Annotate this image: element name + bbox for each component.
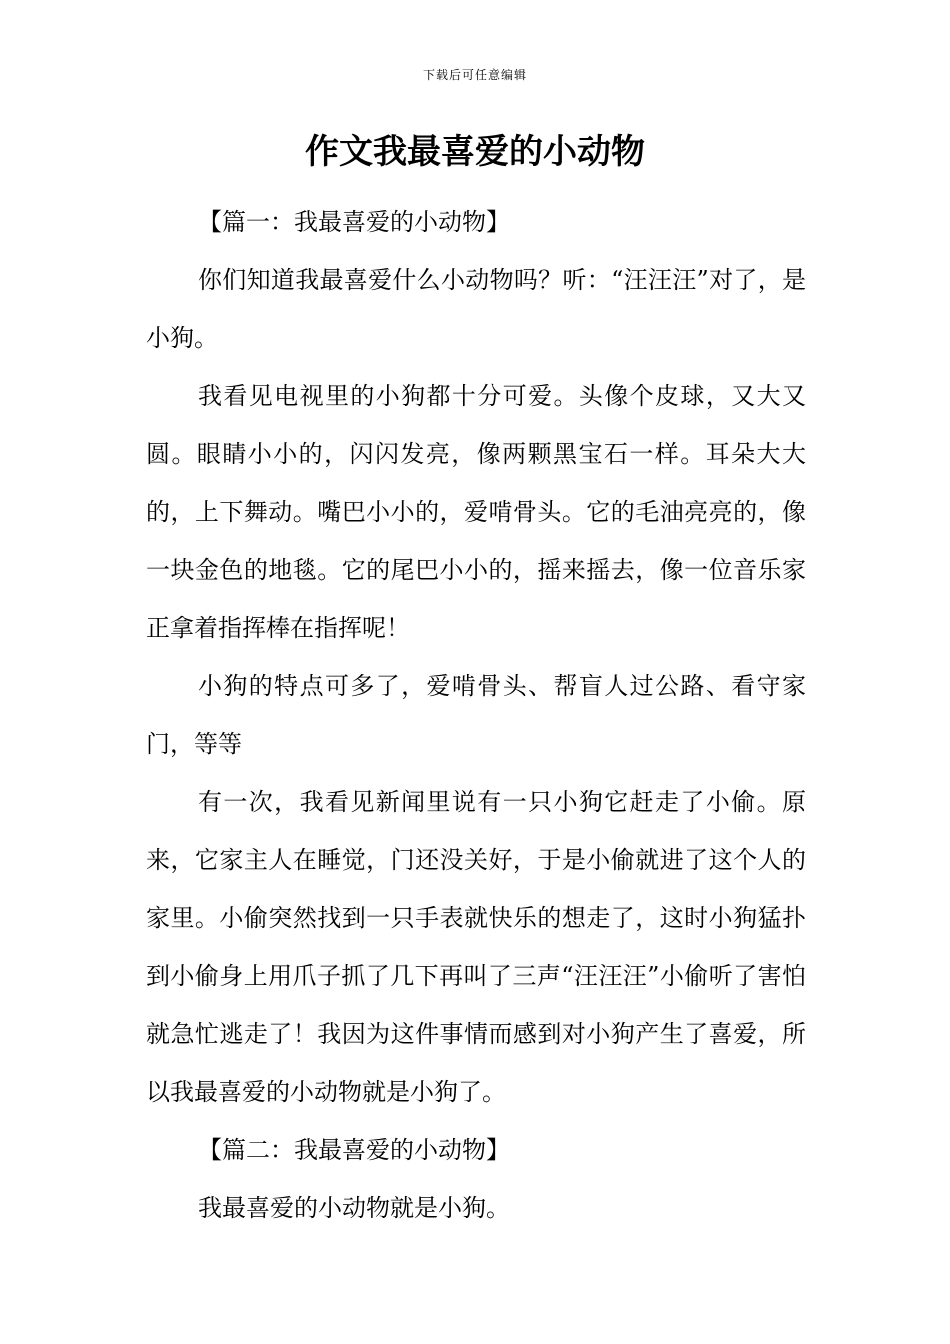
paragraph: 小狗的特点可多了，爱啃骨头、帮盲人过公路、看守家门，等等 (146, 672, 806, 758)
document-body (146, 193, 806, 1237)
section-heading-2: 【篇二：我最喜爱的小动物】 (198, 1136, 510, 1164)
paragraph: 有一次，我看见新闻里说有一只小狗它赶走了小偷。原来，它家主人在睡觉，门还没关好，于是小偷就进了这个人的家里。小偷突然找到一只手表就快乐的想走了，这时小狗猛扑到小偷身上用爪子抓了几下再叫了三声“汪汪汪”小偷听了害怕就急忙逃走了！我因为这件事情而感到对小狗产生了喜爱，所以我最喜爱的小动物就是小狗了。 (146, 788, 806, 1106)
paragraph: 我最喜爱的小动物就是小狗。 (198, 1194, 510, 1222)
paragraph: 你们知道我最喜爱什么小动物吗？听：“汪汪汪”对了，是小狗。 (146, 266, 806, 352)
document-title: 作文我最喜爱的小动物 (305, 132, 645, 172)
paragraph: 我看见电视里的小狗都十分可爱。头像个皮球，又大又圆。眼睛小小的，闪闪发亮，像两颗黑宝石一样。耳朵大大的，上下舞动。嘴巴小小的，爱啃骨头。它的毛油亮亮的，像一块金色的地毯。它的尾巴小小的，摇来摇去，像一位音乐家正拿着指挥棒在指挥呢！ (146, 382, 806, 642)
section-heading-1: 【篇一：我最喜爱的小动物】 (198, 208, 510, 236)
header-note: 下载后可任意编辑 (422, 68, 527, 82)
